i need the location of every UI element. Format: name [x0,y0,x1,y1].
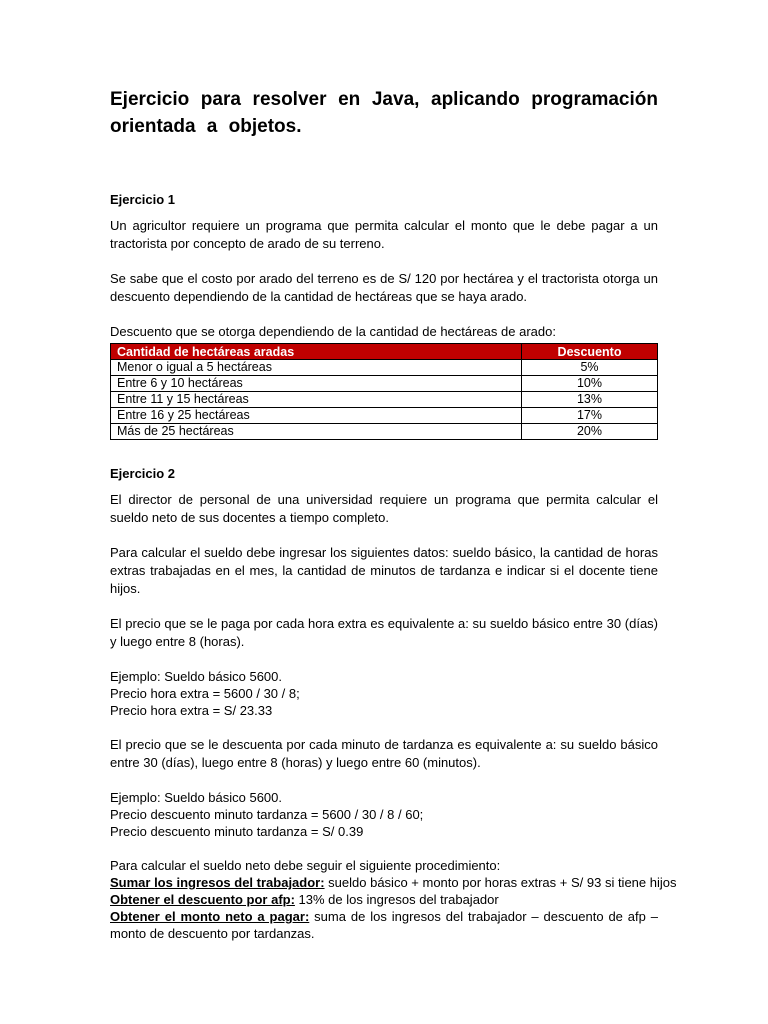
example-line: Precio hora extra = S/ 23.33 [110,703,273,718]
example-line: Precio descuento minuto tardanza = S/ 0.39 [110,824,364,839]
example-line: Ejemplo: Sueldo básico 5600. [110,790,283,805]
exercise-2-heading: Ejercicio 2 [110,466,176,481]
hectares-cell: Entre 6 y 10 hectáreas [111,376,522,392]
exercise-2-paragraph-2: Para calcular el sueldo debe ingresar los siguientes datos: sueldo básico, la cantidad de horas extras trabajadas en el mes, la cantidad de minutos de tardanza e indicar si el docente tiene hijos. [110,545,658,596]
step-label: Sumar los ingresos del trabajador: [110,875,325,890]
procedure-step [110,874,677,891]
table-row [111,408,658,424]
hectares-cell: Entre 16 y 25 hectáreas [111,408,522,424]
hectares-cell: Más de 25 hectáreas [111,424,522,440]
discount-table [110,343,658,440]
title-line-2: orientada a objetos. [110,116,302,137]
discount-cell: 5% [522,360,658,376]
exercise-1-paragraph-2: Se sabe que el costo por arado del terreno es de S/ 120 por hectárea y el tractorista otorga un descuento dependiendo de la cantidad de hectáreas que se haya arado. [110,271,658,304]
column-header-discount: Descuento [522,344,658,360]
hectares-cell: Menor o igual a 5 hectáreas [111,360,522,376]
document-page [110,86,677,942]
document-title [110,86,658,140]
step-label: Obtener el monto neto a pagar: [110,909,310,924]
step-text: suma de los ingresos del trabajador – descuento de afp – monto de descuento por tardanzas. [110,909,659,941]
step-text: sueldo básico + monto por horas extras + S/ 93 si tiene hijos [324,875,677,890]
discount-table-caption: Descuento que se otorga dependiendo de la cantidad de hectáreas de arado: [110,324,556,339]
discount-cell: 20% [522,424,658,440]
exercise-2-paragraph-1: El director de personal de una universidad requiere un programa que permita calcular el sueldo neto de sus docentes a tiempo completo. [110,492,658,525]
table-row [111,360,658,376]
hectares-cell: Entre 11 y 15 hectáreas [111,392,522,408]
discount-cell: 13% [522,392,658,408]
column-header-hectares: Cantidad de hectáreas aradas [111,344,522,360]
exercise-2-paragraph-3: El precio que se le paga por cada hora extra es equivalente a: su sueldo básico entre 30 (días) y luego entre 8 (horas). [110,616,658,649]
exercise-1-paragraph-1: Un agricultor requiere un programa que permita calcular el monto que le debe pagar a un tractorista por concepto de arado de su terreno. [110,218,658,251]
step-text: 13% de los ingresos del trabajador [294,892,499,907]
table-row [111,392,658,408]
exercise-2-paragraph-4: El precio que se le descuenta por cada minuto de tardanza es equivalente a: su sueldo básico entre 30 (días), luego entre 8 (horas) y luego entre 60 (minutos). [110,737,658,770]
discount-cell: 10% [522,376,658,392]
procedure [110,857,677,942]
title-line-1: Ejercicio para resolver en Java, aplicando programación [110,89,658,110]
procedure-step [110,908,658,942]
example-line: Precio hora extra = 5600 / 30 / 8; [110,686,300,701]
example-tardiness [110,789,658,840]
step-label: Obtener el descuento por afp: [110,892,295,907]
discount-cell: 17% [522,408,658,424]
exercise-1-heading: Ejercicio 1 [110,192,176,207]
example-line: Precio descuento minuto tardanza = 5600 / 30 / 8 / 60; [110,807,424,822]
example-line: Ejemplo: Sueldo básico 5600. [110,669,283,684]
discount-table-header [111,344,658,360]
example-overtime [110,668,658,719]
procedure-intro: Para calcular el sueldo neto debe seguir el siguiente procedimiento: [110,858,501,873]
table-row [111,424,658,440]
table-row [111,376,658,392]
procedure-step [110,891,658,908]
